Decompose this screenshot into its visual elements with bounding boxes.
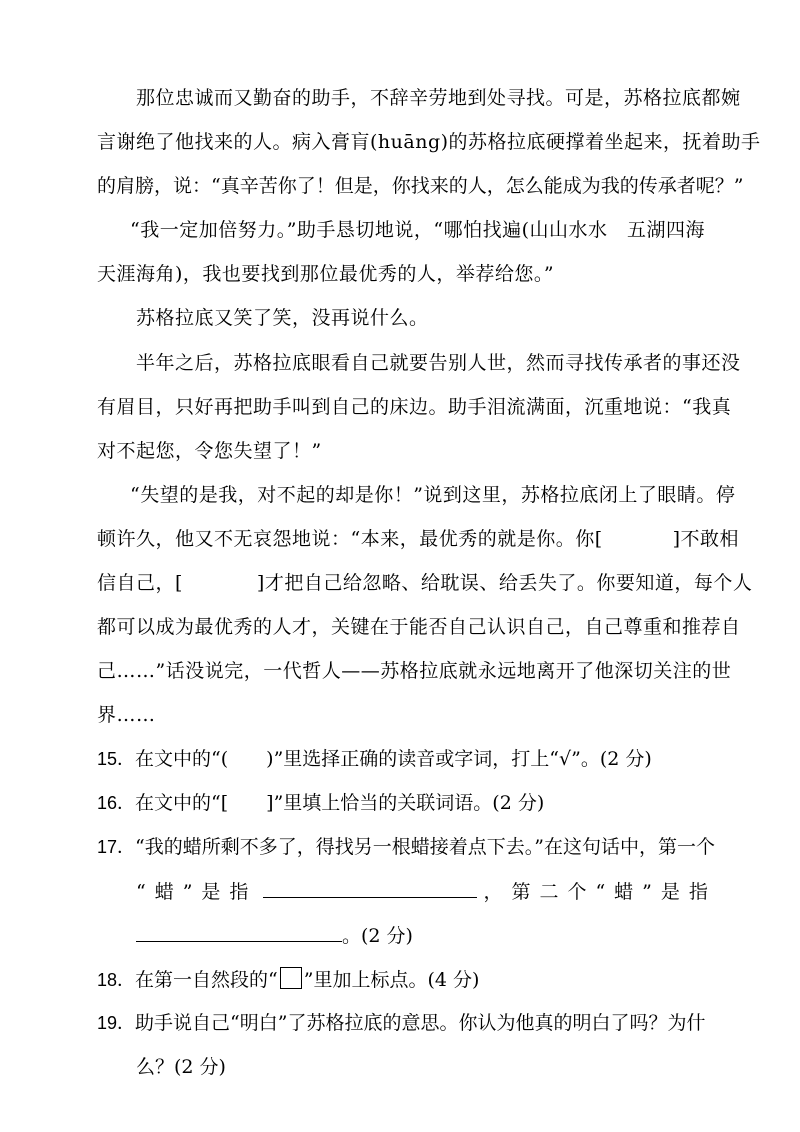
passage-line: 有眉目，只好再把助手叫到自己的床边。助手泪流满面，沉重地说：“我真	[97, 396, 732, 418]
passage-line: 半年之后，苏格拉底眼看自己就要告别人世，然而寻找传承者的事还没	[136, 352, 741, 374]
passage-line: 己……”话没说完，一代哲人——苏格拉底就永远地离开了他深切关注的世	[97, 660, 732, 682]
question-text: “蜡”是指	[136, 881, 258, 903]
passage-line: “失望的是我，对不起的却是你！”说到这里，苏格拉底闭上了眼睛。停	[130, 484, 736, 506]
passage-text: 信自己，[	[97, 572, 183, 594]
question-text: “我的蜡所剩不多了，得找另一根蜡接着点下去。”在这句话中，第一个	[135, 836, 715, 858]
punctuation-box[interactable]	[280, 967, 302, 989]
passage-line: 那位忠诚而又勤奋的助手，不辞辛劳地到处寻找。可是，苏格拉底都婉	[136, 87, 741, 109]
question-text: 助手说自己“明白”了苏格拉底的意思。你认为他真的明白了吗？为什	[135, 1012, 706, 1034]
question-number: 16．	[97, 793, 136, 813]
passage-line	[97, 571, 752, 595]
passage-text: 顿许久，他又不无哀怨地说：“本来，最优秀的就是你。你[	[97, 528, 603, 550]
question-text: 。(2 分)	[342, 925, 413, 947]
passage-line	[97, 527, 739, 551]
question-number: 17．	[97, 837, 136, 857]
passage-line: “我一定加倍努力。”助手恳切地说，“哪怕找遍(山山水水 五湖四海	[130, 219, 706, 241]
answer-blank-second-wax[interactable]	[136, 923, 342, 942]
passage-text: ]不敢相	[672, 528, 740, 550]
question-number: 19．	[97, 1013, 136, 1033]
question-number: 18．	[97, 970, 136, 990]
question-18	[97, 967, 479, 992]
question-text: 在文中的“[ ]”里填上恰当的关联词语。(2 分)	[135, 792, 545, 814]
passage-line: 的肩膀，说：“真辛苦你了！但是，你找来的人，怎么能成为我的传承者呢？”	[97, 175, 744, 197]
passage-line: 天涯海角)，我也要找到那位最优秀的人，举荐给您。”	[97, 263, 555, 285]
passage-line: 都可以成为最优秀的人才，关键在于能否自己认识自己，自己尊重和推荐自	[97, 616, 741, 638]
passage-line: 界……	[97, 704, 156, 726]
question-15	[97, 747, 652, 771]
question-text: ”里加上标点。(4 分)	[303, 969, 480, 991]
question-19-line-2: 么？(2 分)	[136, 1056, 226, 1078]
passage-line: 言谢绝了他找来的人。病入膏肓(huāng)的苏格拉底硬撑着坐起来，抚着助手	[97, 131, 761, 153]
question-number: 15．	[97, 749, 136, 769]
question-text: 在文中的“( )”里选择正确的读音或字词，打上“√”。(2 分)	[135, 748, 652, 770]
question-19	[97, 1011, 705, 1035]
passage-text: ]才把自己给忽略、给耽误、给丢失了。你要知道，每个人	[256, 572, 753, 594]
question-text: 在第一自然段的“	[135, 969, 278, 991]
question-16	[97, 791, 544, 815]
answer-blank-first-wax[interactable]	[263, 879, 477, 898]
passage-line: 苏格拉底又笑了笑，没再说什么。	[136, 307, 429, 329]
passage-line: 对不起您，令您失望了！”	[97, 440, 322, 462]
question-17-line-3	[136, 923, 413, 948]
question-17	[97, 835, 715, 859]
question-text: ，第二个“蜡”是指	[483, 881, 717, 903]
question-17-line-2	[136, 879, 717, 904]
